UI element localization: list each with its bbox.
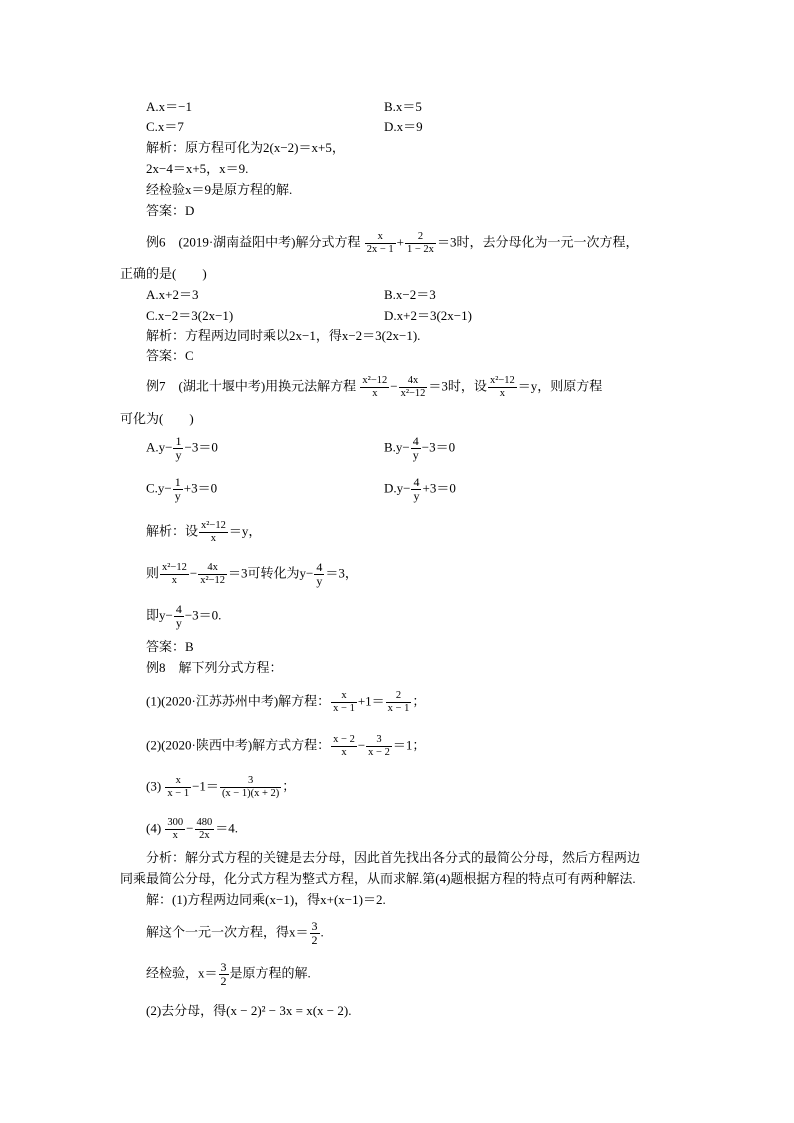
ex8-solution-2: 解这个一元一次方程，得x＝ $\frac{3}{2}$ . <box>146 919 324 947</box>
ex8-head: 例8 解下列分式方程： <box>146 660 283 675</box>
ex6-option-d: D.x+2＝3(2x−1) <box>384 308 472 323</box>
ex6-option-c: C.x−2＝3(2x−1) <box>146 308 234 323</box>
ex6-question-line2: 正确的是( ) <box>120 266 207 281</box>
ex7-answer: 答案：B <box>146 639 194 654</box>
ex7-analysis-3: 即y− $\frac{4}{y}$ −3＝0. <box>146 602 222 630</box>
ex8-solution-4: (2)去分母，得(x − 2)² − 3x = x(x − 2). <box>146 1003 352 1018</box>
ex8-solution-3: 经检验，x＝ $\frac{3}{2}$ 是原方程的解. <box>146 960 311 988</box>
ex7-fraction-3: $\frac{\text{x²−12}}{x}$ <box>489 375 515 399</box>
ex5-option-c: C.x＝7 <box>146 119 184 134</box>
ex5-analysis-1: 解析：原方程可化为2(x−2)＝x+5， <box>146 140 345 155</box>
ex6-head: 例6 (2019·湖南益阳中考)解分式方程 <box>146 234 361 250</box>
ex5-answer: 答案：D <box>146 203 195 218</box>
ex7-question: 例7 (湖北十堰中考)用换元法解方程 $\frac{\text{x²−12}}{x}$ − $\frac{4x}{\text{x²−12}}$ ＝3时，设 $\frac{\text{x²−12}}{x}$ ＝y，则原方程 <box>146 375 603 399</box>
ex7-option-d: D.y− $\frac{4}{y}$ +3＝0 <box>384 475 456 503</box>
ex7-fraction-1: $\frac{\text{x²−12}}{x}$ <box>362 375 388 399</box>
ex8-analysis-2: 同乘最简公分母，化分式方程为整式方程，从而求解.第(4)题根据方程的特点可有两种解法. <box>120 871 636 886</box>
ex8-problem-4: (4) $\frac{300}{x}$ − $\frac{480}{2x}$ ＝4. <box>146 817 239 841</box>
ex6-option-a: A.x+2＝3 <box>146 287 199 302</box>
ex7-fraction-2: $\frac{4x}{\text{x²−12}}$ <box>400 375 426 399</box>
ex7-option-a: A.y− $\frac{1}{y}$ −3＝0 <box>146 434 218 462</box>
ex7-option-c: C.y− $\frac{1}{y}$ +3＝0 <box>146 475 218 503</box>
ex6-fraction-2: $\frac{2}{1 - 2x}$ <box>407 231 434 255</box>
ex5-analysis-3: 经检验x＝9是原方程的解. <box>146 182 293 197</box>
ex5-option-d: D.x＝9 <box>384 119 423 134</box>
ex7-option-b: B.y− $\frac{4}{y}$ −3＝0 <box>384 434 456 462</box>
ex8-problem-3: (3) $\frac{x}{x - 1}$ −1＝ $\frac{3}{(x - 1)(x + 2)}$ ； <box>146 775 296 799</box>
ex7-question-line2: 可化为( ) <box>120 411 194 426</box>
ex8-solution-1: 解：(1)方程两边同乘(x−1)，得x+(x−1)＝2. <box>146 892 386 907</box>
ex5-analysis-2: 2x−4＝x+5，x＝9. <box>146 161 249 176</box>
ex6-answer: 答案：C <box>146 348 194 363</box>
ex6-analysis: 解析：方程两边同时乘以2x−1，得x−2＝3(2x−1). <box>146 328 421 343</box>
ex8-problem-1: (1)(2020·江苏苏州中考)解方程： $\frac{x}{x - 1}$ +1＝ $\frac{2}{x - 1}$ ； <box>146 690 426 714</box>
ex7-analysis-2: 则 $\frac{\text{x²−12}}{x}$ − $\frac{4x}{\text{x²−12}}$ ＝3可转化为y− $\frac{4}{y}$ ＝3， <box>146 560 358 588</box>
ex7-analysis-1: 解析：设 $\frac{\text{x²−12}}{x}$ ＝y， <box>146 520 262 544</box>
ex8-problem-2: (2)(2020·陕西中考)解方式方程： $\frac{x - 2}{x}$ − $\frac{3}{x - 2}$ ＝1； <box>146 734 426 758</box>
ex5-option-a: A.x＝−1 <box>146 99 192 114</box>
ex6-option-b: B.x−2＝3 <box>384 287 436 302</box>
ex6-fraction-1: $\frac{x}{2x - 1}$ <box>366 231 394 255</box>
ex8-analysis-1: 分析：解分式方程的关键是去分母，因此首先找出各分式的最简公分母，然后方程两边 <box>146 850 641 865</box>
ex6-tail: ＝3时，去分母化为一元一次方程， <box>436 234 639 250</box>
ex5-option-b: B.x＝5 <box>384 99 422 114</box>
ex6-question: 例6 (2019·湖南益阳中考)解分式方程 $\frac{x}{2x - 1}$ + $\frac{2}{1 - 2x}$ ＝3时，去分母化为一元一次方程， <box>146 231 639 255</box>
